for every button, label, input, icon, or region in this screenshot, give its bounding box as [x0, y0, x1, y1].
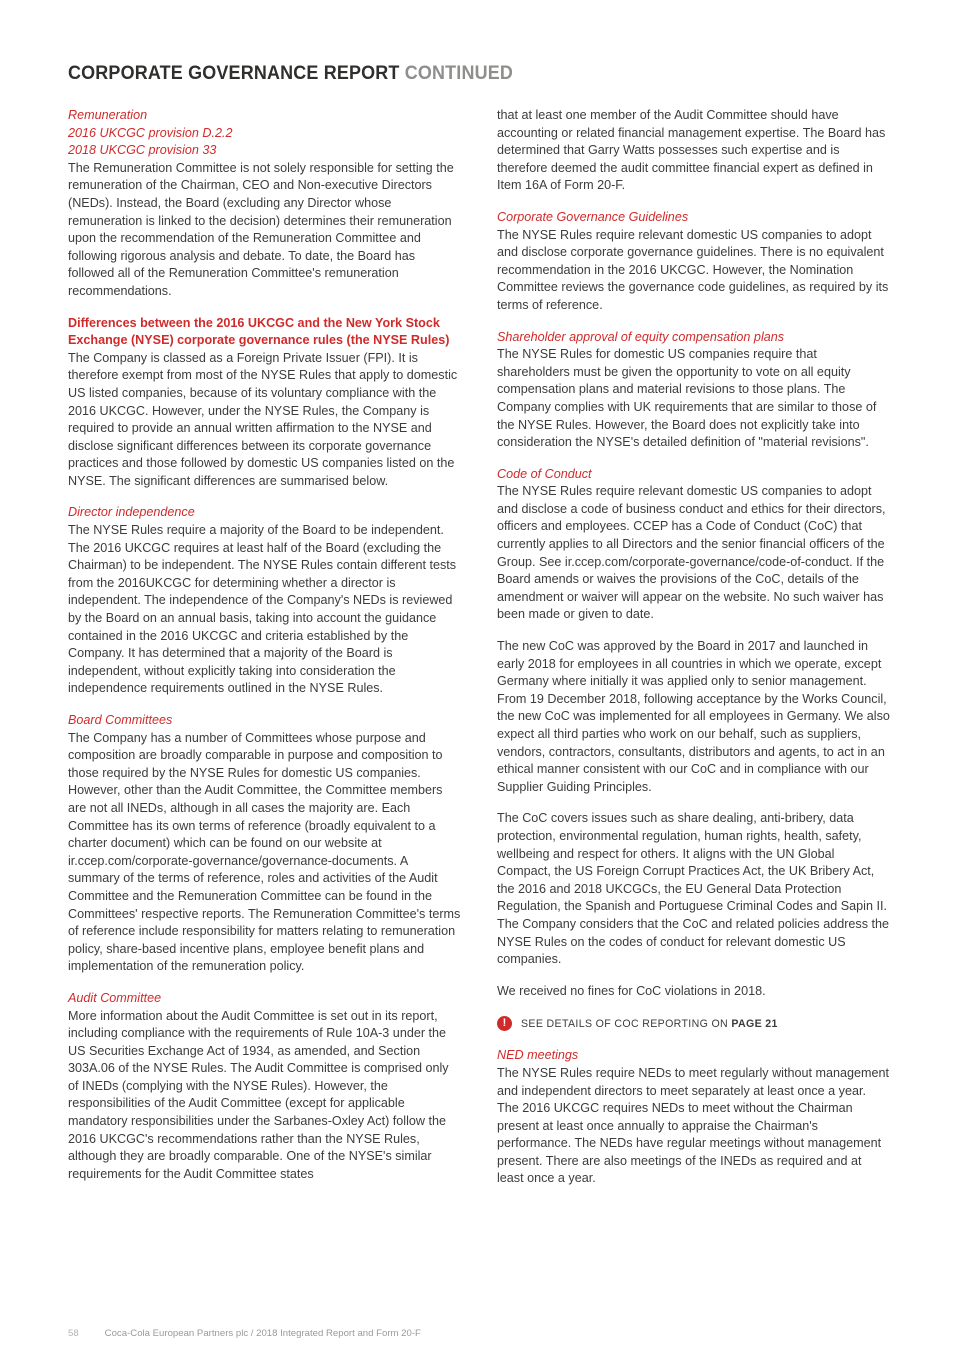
cg-guidelines-heading: Corporate Governance Guidelines	[497, 209, 689, 224]
cross-reference-callout[interactable]	[497, 1016, 890, 1031]
differences-heading: Differences between the 2016 UKCGC and the New York Stock Exchange (NYSE) corporate governance rules (the NYSE Rules)	[68, 315, 450, 348]
page-title-main: CORPORATE GOVERNANCE REPORT	[68, 62, 400, 84]
cross-reference-prefix: SEE DETAILS OF COC REPORTING ON	[521, 1017, 732, 1030]
shareholder-approval-heading: Shareholder approval of equity compensation plans	[497, 329, 785, 344]
page-title-continued: CONTINUED	[404, 62, 514, 84]
audit-committee-continued	[497, 107, 890, 195]
audit-committee-body: More information about the Audit Committee is set out in its report, including compliance with the requirements of Rule 10A-3 under the US Securities Exchange Act of 1934, as amended, and Section 303A.06 of the NYSE Rules. The Audit Committee is comprised only of INEDs (complying with the NYSE Rules). However, the responsibilities of the Audit Committee (except for applicable mandatory responsibilities under the Sarbanes-Oxley Act) follow the 2016 UKCGC's recommendations rather than the NYSE Rules, although they are broadly comparable. One of the NYSE's similar requirements for the Audit Committee states	[68, 1008, 449, 1181]
page-footer	[68, 1328, 421, 1339]
section-director-independence	[68, 504, 461, 698]
board-committees-body: The Company has a number of Committees whose purpose and composition are broadly comparable in purpose and composition to those required by the NYSE Rules for domestic US companies. However, other than the Audit Committee, the Committee members are not all INEDs, although in all cases the majority are. Each Committee has its own terms of reference (broadly equivalent to a charter document) which can be found on our website at ir.ccep.com/corporate-governance/governance-documents. A summary of the terms of reference, roles and activities of the Audit Committee and the Remuneration Committee can be found in the Committees' respective reports. The Remuneration Committee's terms of reference include responsibility for matters relating to remuneration policy, share-based incentive plans, employee benefit plans and implementation of the remuneration policy.	[68, 730, 461, 974]
code-of-conduct-paragraph-2	[497, 638, 890, 796]
section-cg-guidelines	[497, 209, 890, 315]
section-code-of-conduct	[497, 466, 890, 624]
info-icon: !	[497, 1016, 512, 1031]
audit-committee-heading: Audit Committee	[68, 990, 162, 1005]
two-column-body	[68, 107, 897, 1188]
code-of-conduct-body-1: The NYSE Rules require relevant domestic US companies to adopt and disclose a code of business conduct and ethics for their directors, officers and employees. CCEP has a Code of Conduct (CoC) that currently applies to all Directors and the senior financial officers of the Group. See ir.ccep.com/corporate-governance/code-of-conduct. If the Board amends or waives the provisions of the CoC, details of the amendment or waiver will appear on the website. No such waiver has been made or given to date.	[497, 484, 886, 622]
cg-guidelines-body: The NYSE Rules require relevant domestic US companies to adopt and disclose corporate governance guidelines. There is no equivalent recommendation in the 2016 UKCGC. However, the Nomination Committee reviews the governance code guidelines, as required by its terms of reference.	[497, 227, 889, 312]
cross-reference-text	[521, 1018, 778, 1030]
code-of-conduct-body-2: The new CoC was approved by the Board in 2017 and launched in early 2018 for employees in all countries in which we operate, except Germany where initially it was applied only to senior management. From 19 December 2018, following acceptance by the Works Council, the new CoC was implemented for all employees in Germany. We also expect all third parties who work on our behalf, such as suppliers, vendors, contractors, consultants, distributors and agents, to act in an ethical manner consistent with our CoC and in compliance with our Supplier Guiding Principles.	[497, 639, 890, 794]
director-independence-body: The NYSE Rules require a majority of the Board to be independent. The 2016 UKCGC requires at least half of the Board (excluding the Chairman) to be independent. The NYSE Rules contain different tests from the 2016UKCGC for determining whether a director is independent. The independence of the Company's NEDs is reviewed by the Board on an annual basis, taking into account the guidance contained in the 2016 UKCGC and criteria established by the Company. It has determined that a majority of the Board is independent, without explicitly taking into consideration the independence requirements outlined in the NYSE Rules.	[68, 523, 457, 696]
footer-source: Coca-Cola European Partners plc / 2018 Integrated Report and Form 20-F	[104, 1328, 421, 1339]
code-of-conduct-body-4: We received no fines for CoC violations in 2018.	[497, 983, 766, 998]
section-remuneration	[68, 107, 461, 301]
section-audit-committee	[68, 990, 461, 1184]
remuneration-ref-2016: 2016 UKCGC provision D.2.2	[68, 125, 233, 140]
code-of-conduct-paragraph-4	[497, 983, 890, 1001]
code-of-conduct-heading: Code of Conduct	[497, 466, 592, 481]
right-column	[497, 107, 890, 1188]
cross-reference-page: PAGE 21	[731, 1017, 778, 1030]
section-differences	[68, 315, 461, 491]
footer-page-number: 58	[68, 1328, 79, 1339]
section-shareholder-approval	[497, 329, 890, 452]
audit-committee-continued-body: that at least one member of the Audit Committee should have accounting or related financial management expertise. The Board has determined that Garry Watts possesses such expertise and is therefore deemed the audit committee financial expert as defined in Item 16A of Form 20-F.	[497, 108, 886, 193]
remuneration-ref-2018: 2018 UKCGC provision 33	[68, 143, 217, 158]
board-committees-heading: Board Committees	[68, 713, 173, 727]
left-column	[68, 107, 461, 1183]
director-independence-heading: Director independence	[68, 505, 195, 520]
ned-meetings-body: The NYSE Rules require NEDs to meet regularly without management and independent directors to meet separately at least once a year. The 2016 UKCGC requires NEDs to meet without the Chairman present at least once annually to appraise the Chairman's performance. The NEDs have regular meetings without management present. There are also meetings of the INEDs as required and at least once a year.	[497, 1065, 889, 1186]
code-of-conduct-paragraph-3	[497, 810, 890, 968]
ned-meetings-heading: NED meetings	[497, 1048, 579, 1063]
code-of-conduct-body-3: The CoC covers issues such as share dealing, anti-bribery, data protection, environmental regulation, human rights, health, safety, wellbeing and respect for others. It aligns with the UN Global Compact, the US Foreign Corrupt Practices Act, the UK Bribery Act, the 2016 and 2018 UKCGCs, the EU General Data Protection Regulation, the Spanish and Portuguese Criminal Codes and Sapin II. The Company considers that the CoC and related policies address the NYSE Rules on the codes of conduct for relevant domestic US companies.	[497, 811, 890, 967]
section-ned-meetings	[497, 1047, 890, 1188]
page-title	[68, 62, 831, 85]
remuneration-body: The Remuneration Committee is not solely responsible for setting the remuneration of the Chairman, CEO and Non-executive Directors (NEDs). Instead, the Board (excluding any Director whose remuneration is linked to the decision) determines their remuneration upon the recommendation of the Remuneration Committee and following rigorous analysis and debate. To date, the Board has followed all of the Remuneration Committee's remuneration recommendations.	[68, 160, 454, 298]
remuneration-heading: Remuneration	[68, 108, 148, 122]
differences-body: The Company is classed as a Foreign Private Issuer (FPI). It is therefore exempt from most of the NYSE Rules that apply to domestic US listed companies, because of its voluntary compliance with the 2016 UKCGC. However, under the NYSE Rules, the Company is required to provide an annual written affirmation to the NYSE and disclose significant differences between its corporate governance practices and those followed by domestic US companies listed on the NYSE. The significant differences are summarised below.	[68, 350, 458, 488]
shareholder-approval-body: The NYSE Rules for domestic US companies require that shareholders must be given the opportunity to vote on all equity compensation plans and material revisions to those plans. The Company complies with UK requirements that are similar to those of the NYSE Rules. However, the Board does not explicitly take into consideration the NYSE's detailed definition of "material revisions".	[497, 347, 877, 450]
section-board-committees	[68, 712, 461, 976]
